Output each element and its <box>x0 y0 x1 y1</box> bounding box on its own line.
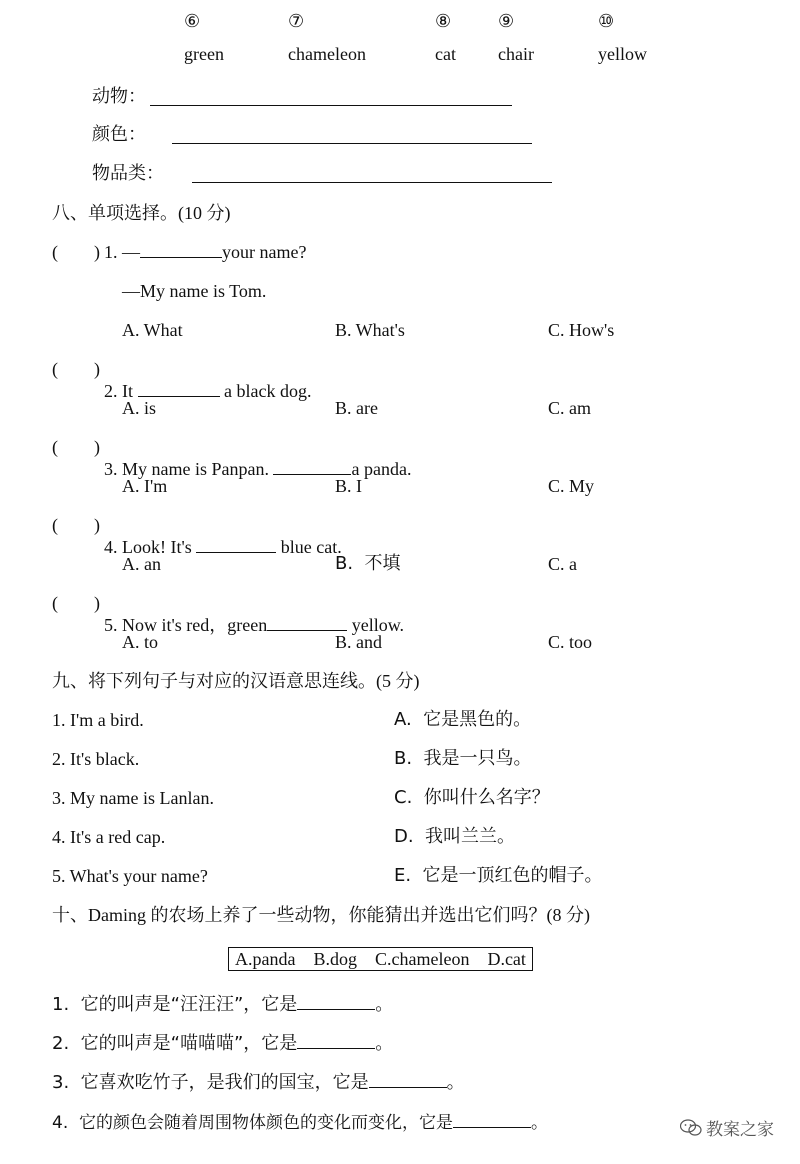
q1-option-b[interactable]: B. What's <box>335 320 405 340</box>
s10-item-3-blank[interactable] <box>369 1073 447 1088</box>
match-right-a[interactable]: A. 它是黑色的。 <box>394 709 532 730</box>
watermark-text: 教案之家 <box>706 1120 774 1140</box>
q3-option-c[interactable]: C. My <box>548 476 595 496</box>
q4-option-b[interactable]: B. 不填 <box>335 553 401 574</box>
q3-option-b[interactable]: B. I <box>335 476 362 496</box>
q2-post: a black dog. <box>219 381 312 401</box>
q3-blank[interactable] <box>273 460 351 475</box>
category-animals-label: 动物： <box>92 86 146 107</box>
q2-option-a[interactable]: A. is <box>122 398 157 418</box>
word-9: chair <box>498 44 534 64</box>
s10-item-1-end: 。 <box>375 994 394 1015</box>
q5-option-b[interactable]: B. and <box>335 632 382 652</box>
category-items-line[interactable] <box>192 182 552 183</box>
s10-item-4 <box>52 1112 548 1134</box>
s10-item-1 <box>52 994 393 1016</box>
q1-text <box>104 241 306 263</box>
q3-pre: 3. My name is Panpan. <box>104 459 274 479</box>
s10-item-2 <box>52 1033 393 1055</box>
q1-option-c[interactable]: C. How's <box>548 320 615 340</box>
q5-option-a[interactable]: A. to <box>122 632 158 652</box>
q5-text <box>104 592 404 636</box>
q5-pre: 5. Now it's red，green <box>104 615 268 635</box>
q5-paren[interactable]: ( ) <box>52 593 100 613</box>
q2-option-b[interactable]: B. are <box>335 398 378 418</box>
s10-item-2-blank[interactable] <box>297 1034 375 1049</box>
s10-item-1-blank[interactable] <box>297 995 375 1010</box>
word-7: chameleon <box>288 44 366 64</box>
q1-pre: 1. — <box>104 242 140 262</box>
word-7-num: ⑦ <box>288 11 305 31</box>
q2-blank[interactable] <box>138 382 220 397</box>
watermark <box>680 1115 774 1142</box>
s10-item-2-end: 。 <box>375 1033 394 1054</box>
q4-paren[interactable]: ( ) <box>52 515 100 535</box>
q2-pre: 2. It <box>104 381 138 401</box>
s10-item-3-end: 。 <box>446 1072 465 1093</box>
q4-post: blue cat. <box>276 537 342 557</box>
s10-item-4-end: 。 <box>531 1113 549 1133</box>
q4-option-a[interactable]: A. an <box>122 554 161 574</box>
q3-paren[interactable]: ( ) <box>52 437 100 457</box>
options-box: A.panda B.dog C.chameleon D.cat <box>228 947 533 971</box>
word-10: yellow <box>598 44 647 64</box>
match-right-e[interactable]: E. 它是一顶红色的帽子。 <box>394 865 603 886</box>
s10-item-4-text: 4. 它的颜色会随着周围物体颜色的变化而变化，它是 <box>52 1113 454 1133</box>
category-colors-label: 颜色： <box>92 124 146 145</box>
q1-post: your name? <box>222 242 307 262</box>
s10-item-3 <box>52 1072 465 1094</box>
q3-option-a[interactable]: A. I'm <box>122 476 168 496</box>
word-9-num: ⑨ <box>498 11 515 31</box>
match-left-1[interactable]: 1. I'm a bird. <box>52 710 144 730</box>
section-9-title: 九、将下列句子与对应的汉语意思连线。(5 分) <box>52 671 420 691</box>
s10-item-2-text: 2. 它的叫声是“喵喵喵”，它是 <box>52 1033 298 1054</box>
match-right-b[interactable]: B. 我是一只鸟。 <box>394 748 532 769</box>
q3-text <box>104 436 411 480</box>
match-right-c[interactable]: C. 你叫什么名字？ <box>394 787 550 808</box>
q2-option-c[interactable]: C. am <box>548 398 591 418</box>
word-8: cat <box>435 44 456 64</box>
q2-paren[interactable]: ( ) <box>52 359 100 379</box>
q5-blank[interactable] <box>267 616 347 631</box>
match-left-4[interactable]: 4. It's a red cap. <box>52 827 166 847</box>
q2-text <box>104 358 311 402</box>
s10-item-4-blank[interactable] <box>453 1113 531 1128</box>
wechat-icon <box>680 1119 702 1142</box>
word-10-num: ⑩ <box>598 11 615 31</box>
match-left-2[interactable]: 2. It's black. <box>52 749 140 769</box>
q3-post: a panda. <box>351 459 412 479</box>
section-10-title: 十、Daming 的农场上养了一些动物，你能猜出并选出它们吗？(8 分) <box>52 905 590 925</box>
word-6: green <box>184 44 224 64</box>
q4-text <box>104 514 342 558</box>
category-colors-line[interactable] <box>172 143 532 144</box>
category-animals-line[interactable] <box>150 105 512 106</box>
q1-blank[interactable] <box>140 243 222 258</box>
q1-paren[interactable]: ( ) <box>52 242 100 262</box>
q5-option-c[interactable]: C. too <box>548 632 593 652</box>
q1-answer-line: —My name is Tom. <box>122 281 267 301</box>
q4-option-c[interactable]: C. a <box>548 554 577 574</box>
match-left-5[interactable]: 5. What's your name? <box>52 866 208 886</box>
match-right-d[interactable]: D. 我叫兰兰。 <box>394 826 516 847</box>
q4-blank[interactable] <box>196 538 276 553</box>
s10-item-3-text: 3. 它喜欢吃竹子，是我们的国宝，它是 <box>52 1072 369 1093</box>
section-8-title: 八、单项选择。(10 分) <box>52 203 231 223</box>
category-items-label: 物品类： <box>92 163 164 184</box>
q5-post: yellow. <box>347 615 405 635</box>
match-left-3[interactable]: 3. My name is Lanlan. <box>52 788 214 808</box>
q1-option-a[interactable]: A. What <box>122 320 183 340</box>
s10-item-1-text: 1. 它的叫声是“汪汪汪”，它是 <box>52 994 298 1015</box>
word-6-num: ⑥ <box>184 11 201 31</box>
q4-pre: 4. Look! It's <box>104 537 197 557</box>
word-8-num: ⑧ <box>435 11 452 31</box>
